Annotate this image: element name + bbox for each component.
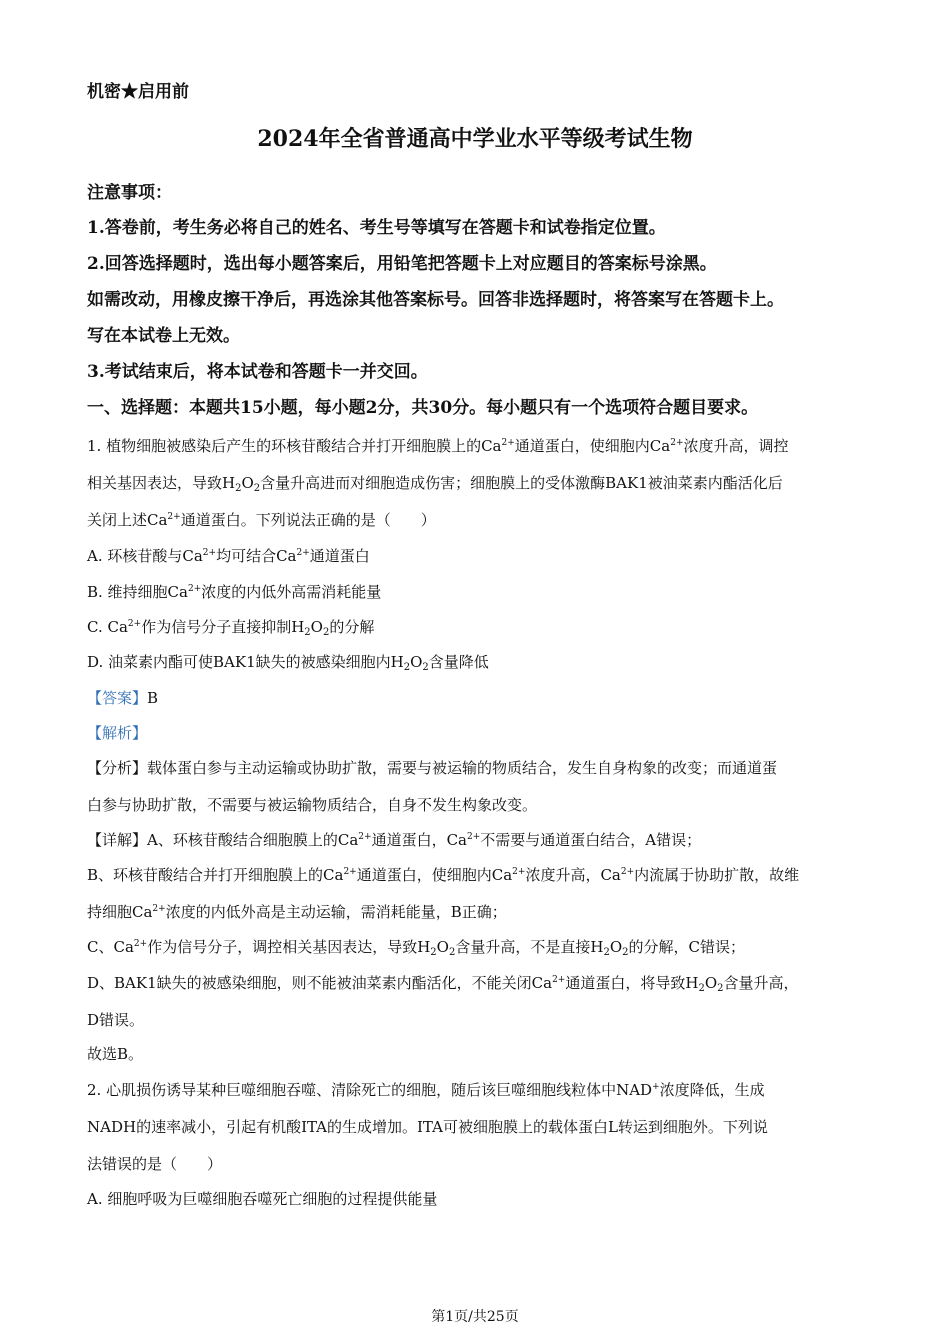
note-item-1: 1.答卷前，考生务必将自己的姓名、考生号等填写在答题卡和试卷指定位置。 <box>87 218 666 238</box>
q1-option-c: C. $Ca^{2+}$作为信号分子直接抑制$H_2O_2$的分解 <box>87 618 375 638</box>
q2-stem-line-3: 法错误的是（ ） <box>87 1155 223 1173</box>
page-footer: 第1页/共25页 <box>431 1309 519 1325</box>
q2-stem-line-2: NADH的速率减小，引起有机酸ITA的生成增加。ITA可被细胞膜上的载体蛋白L转运到细胞外。下列说 <box>87 1118 768 1136</box>
q1-detail-a: 【详解】A、环核苷酸结合细胞膜上的$Ca^{2+}$通道蛋白，$Ca^{2+}$不需要与通道蛋白结合，A错误； <box>87 831 702 849</box>
q2-stem-line-1: 2. 心肌损伤诱导某种巨噬细胞吞噬、清除死亡的细胞，随后该巨噬细胞线粒体中NAD+浓度降低，生成 <box>87 1081 765 1099</box>
q1-option-d: D. 油菜素内酯可使BAK1缺失的被感染细胞内$H_2O_2$含量降低 <box>87 653 489 673</box>
note-item-2-end: 写在本试卷上无效。 <box>87 326 240 346</box>
q1-detail-d-line-1: D、BAK1缺失的被感染细胞，则不能被油菜素内酯活化，不能关闭$Ca^{2+}$通道蛋白，将导致$H_2O_2$含量升高， <box>87 974 799 994</box>
q1-detail-d-line-2: D错误。 <box>87 1011 145 1029</box>
note-item-2: 2.回答选择题时，选出每小题答案后，用铅笔把答题卡上对应题目的答案标号涂黑。 <box>87 254 717 274</box>
q1-answer: 【答案】B <box>87 689 159 707</box>
q1-stem-line-2: 相关基因表达，导致$H_2O_2$含量升高进而对细胞造成伤害；细胞膜上的受体激酶BAK1被油菜素内酯活化后 <box>87 474 783 494</box>
notes-heading: 注意事项： <box>87 183 172 203</box>
analysis-tag: 【解析】 <box>87 724 148 742</box>
q1-stem-line-1: 1. 植物细胞被感染后产生的环核苷酸结合并打开细胞膜上的$Ca^{2+}$通道蛋白，使细胞内$Ca^{2+}$浓度升高，调控 <box>87 437 789 455</box>
q1-stem-line-3: 关闭上述$Ca^{2+}$通道蛋白。下列说法正确的是（ ） <box>87 511 436 529</box>
note-item-3: 3.考试结束后，将本试卷和答题卡一并交回。 <box>87 362 428 382</box>
answer-tag: 【答案】 <box>87 689 148 707</box>
q1-conclusion: 故选B。 <box>87 1045 144 1063</box>
confidential-label: 机密★启用前 <box>87 82 189 102</box>
q1-detail-c: C、$Ca^{2+}$作为信号分子，调控相关基因表达，导致$H_2O_2$含量升高，不是直接$H_2O_2$的分解，C错误； <box>87 938 745 958</box>
note-item-2-continued: 如需改动，用橡皮擦干净后，再选涂其他答案标号。回答非选择题时，将答案写在答题卡上。 <box>87 290 784 310</box>
q1-detail-b-line-2: 持细胞$Ca^{2+}$浓度的内低外高是主动运输，需消耗能量，B正确； <box>87 903 507 921</box>
q1-detail-b-line-1: B、环核苷酸结合并打开细胞膜上的$Ca^{2+}$通道蛋白，使细胞内$Ca^{2+}$浓度升高，$Ca^{2+}$内流属于协助扩散，故维 <box>87 866 800 884</box>
q2-option-a: A. 细胞呼吸为巨噬细胞吞噬死亡细胞的过程提供能量 <box>87 1190 438 1208</box>
q1-option-a: A. 环核苷酸与$Ca^{2+}$均可结合$Ca^{2+}$通道蛋白 <box>87 547 370 565</box>
exam-title: 2024年全省普通高中学业水平等级考试生物 <box>257 126 693 152</box>
q1-analysis-line-1: 【分析】载体蛋白参与主动运输或协助扩散，需要与被运输的物质结合，发生自身构象的改变；而通道蛋 <box>87 759 778 777</box>
q1-option-b: B. 维持细胞$Ca^{2+}$浓度的内低外高需消耗能量 <box>87 583 382 601</box>
section-heading: 一、选择题：本题共15小题，每小题2分，共30分。每小题只有一个选项符合题目要求。 <box>87 398 759 418</box>
q1-analysis-line-2: 白参与协助扩散，不需要与被运输物质结合，自身不发生构象改变。 <box>87 796 538 814</box>
